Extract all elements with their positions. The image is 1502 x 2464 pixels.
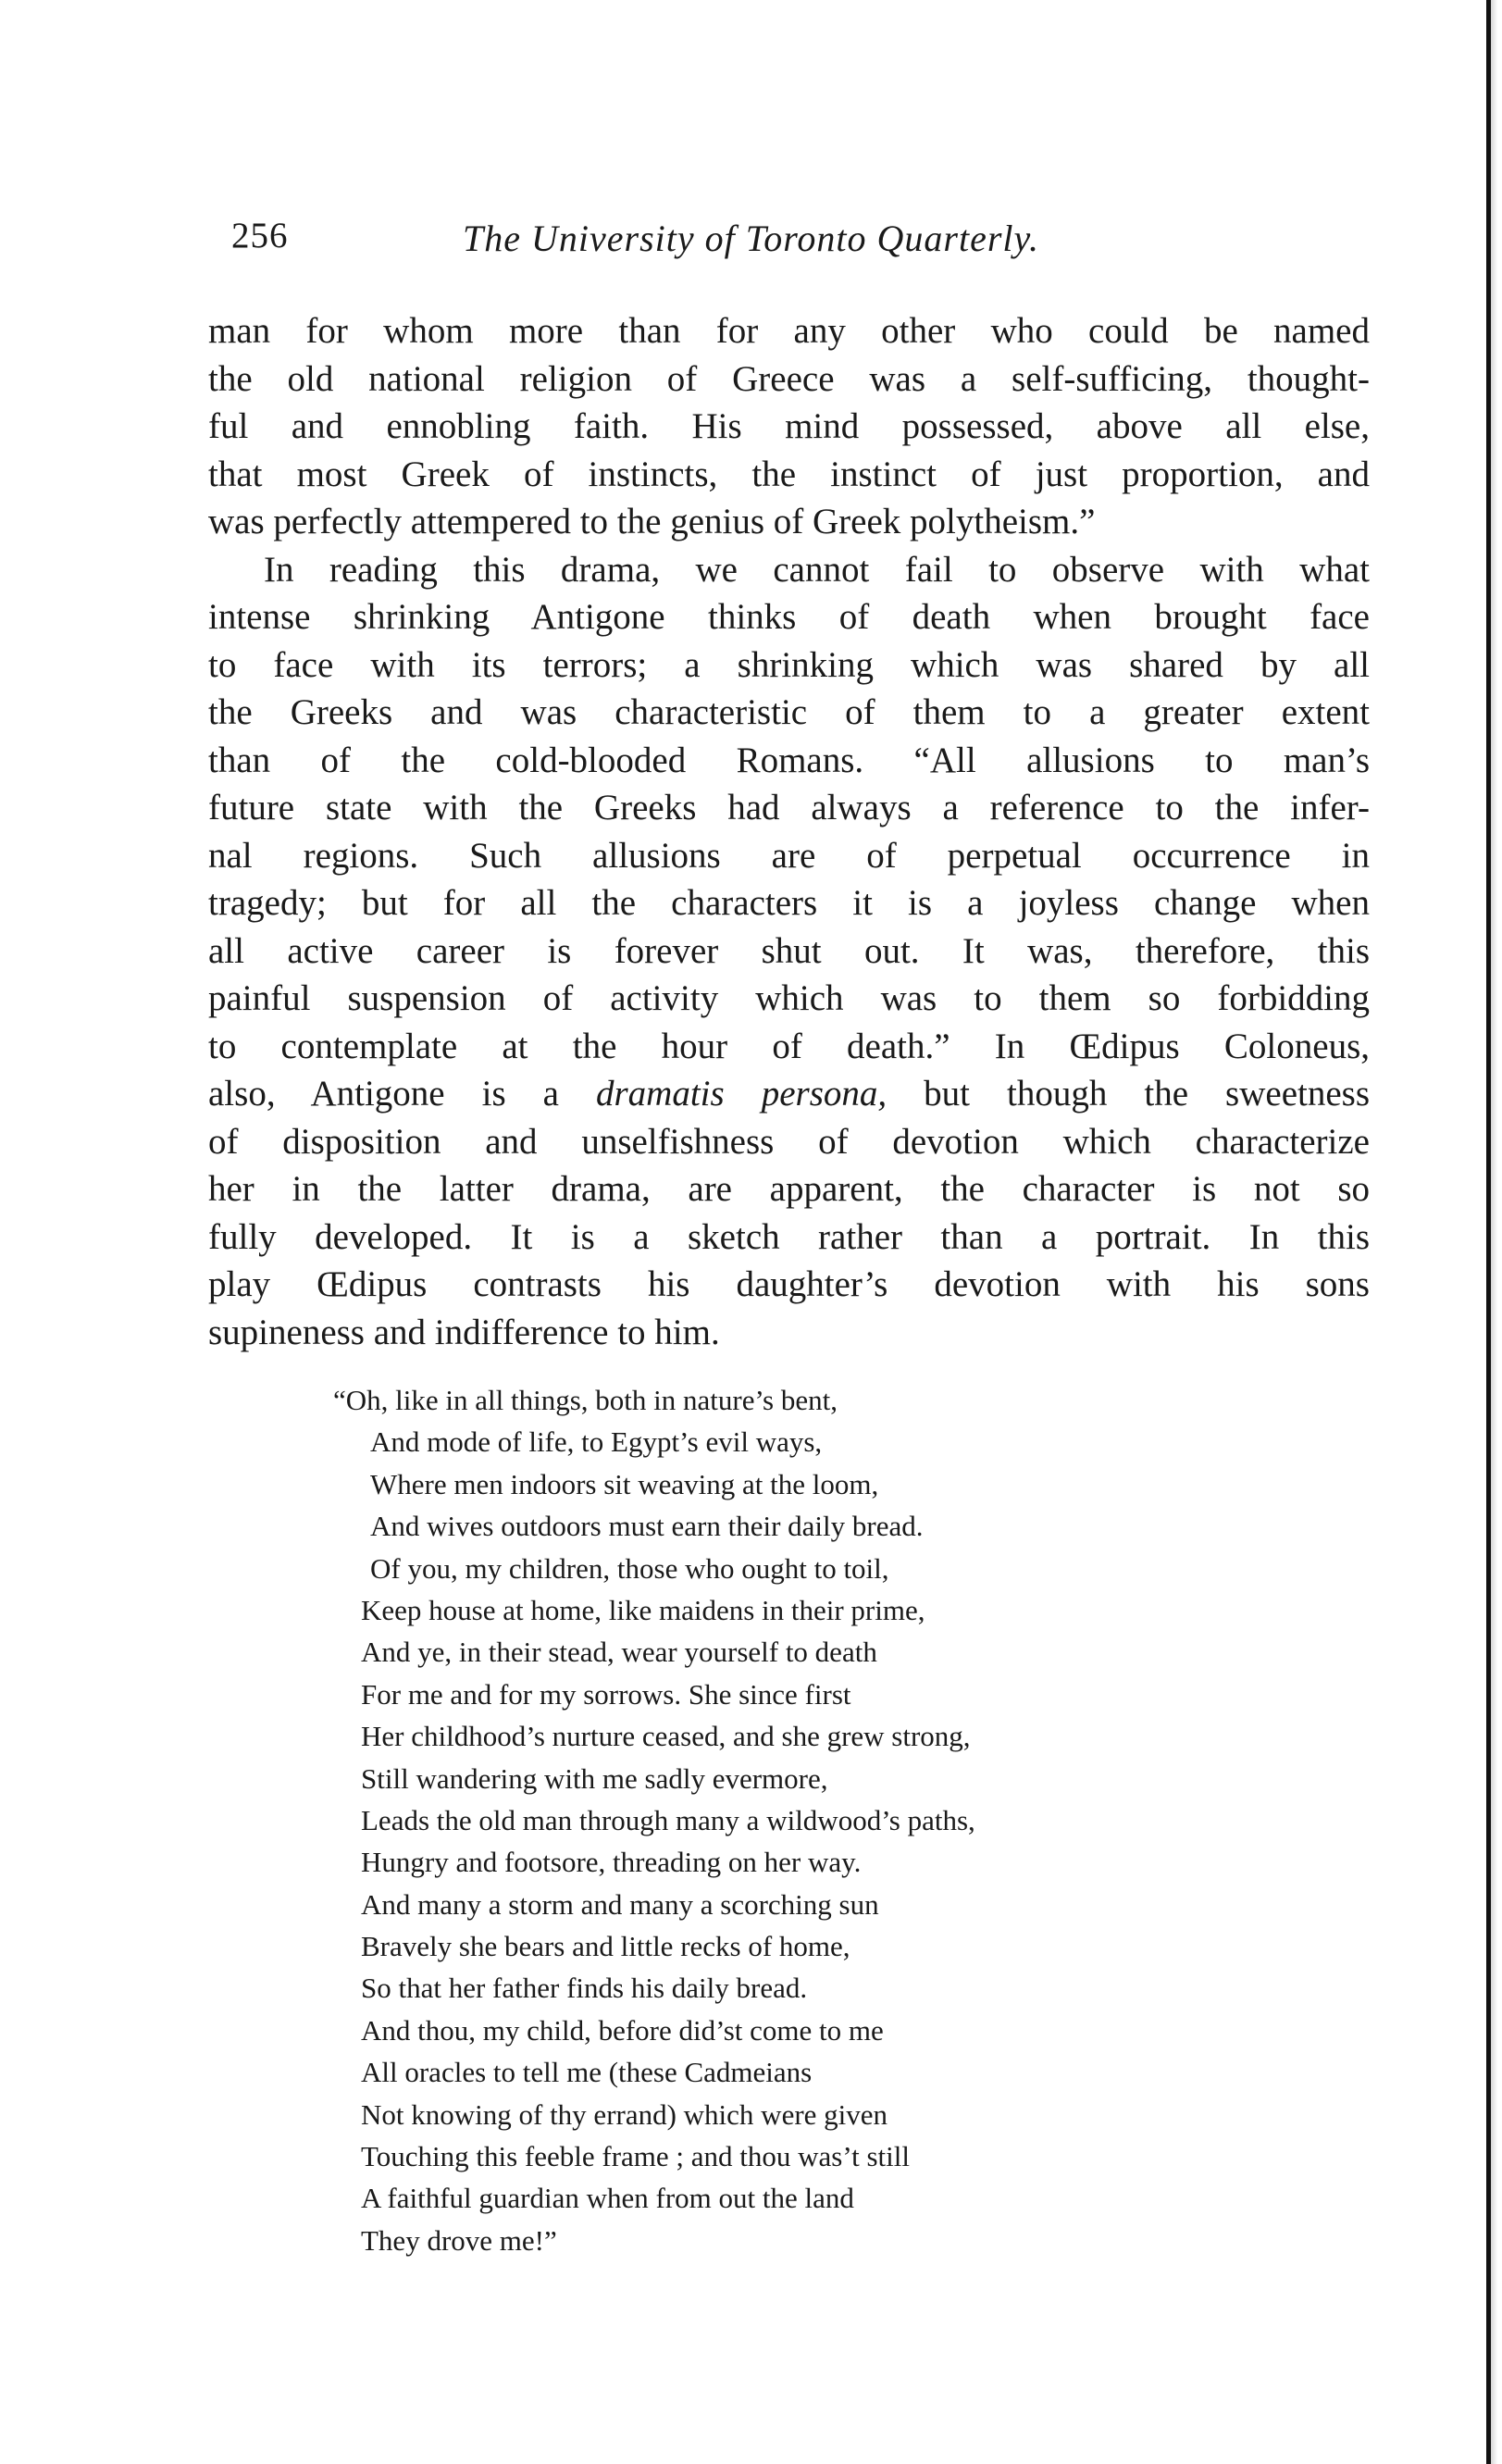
body-line: the Greeks and was characteristic of them to a greater extent [208,692,1370,732]
verse-line: All oracles to tell me (these Cadmeians [361,2056,813,2089]
body-line: that most Greek of instincts, the instinct of just proportion, and [208,454,1370,494]
verse-line: And many a storm and many a scorching sun [361,1887,879,1921]
verse-line: They drove me!” [361,2223,557,2257]
verse-line: Leads the old man through many a wildwood’s paths, [361,1803,975,1836]
verse-line: Her childhood’s nurture ceased, and she grew strong, [361,1720,971,1753]
verse-line: Hungry and footsore, threading on her way. [361,1846,862,1879]
body-line: nal regions. Such allusions are of perpetual occurrence in [208,835,1370,876]
body-line: was perfectly attempered to the genius of Greek polytheism.” [208,502,1096,541]
body-line: to contemplate at the hour of death.” In Œdipus Coloneus, [208,1026,1370,1066]
body-line-with-italic [208,1070,1370,1118]
body-line: tragedy; but for all the characters it is a joyless change when [208,883,1370,923]
body-line: fully developed. It is a sketch rather than a portrait. In this [208,1216,1370,1257]
verse-line: Not knowing of thy errand) which were given [361,2097,888,2131]
body-line: man for whom more than for any other who could be named [208,311,1370,351]
body-line-head: also, Antigone is a [208,1074,596,1114]
verse-line: Where men indoors sit weaving at the loom, [370,1467,879,1500]
verse-line: Bravely she bears and little recks of home, [361,1930,850,1963]
body-line: all active career is forever shut out. It was, therefore, this [208,930,1370,971]
verse-quotation [333,1379,1175,2261]
italic-phrase: dramatis persona, [596,1074,888,1114]
body-line: supineness and indifference to him. [208,1312,720,1352]
book-spine-edge [1486,0,1491,2464]
verse-line: “Oh, like in all things, both in nature’s bent, [333,1384,838,1416]
verse-line: And thou, my child, before did’st come to me [361,2013,884,2047]
verse-line: So that her father finds his daily bread. [361,1972,808,2005]
verse-line: And ye, in their stead, wear yourself to death [361,1636,877,1669]
body-line: future state with the Greeks had always a reference to the infer- [208,788,1370,828]
running-title: The University of Toronto Quarterly. [463,218,1040,259]
verse-line: Touching this feeble frame ; and thou was’t still [361,2140,911,2173]
page-header [231,215,1175,270]
verse-line: Of you, my children, those who ought to toil, [370,1551,889,1585]
body-line: ful and ennobling faith. His mind possessed, above all else, [208,406,1370,446]
body-line: play Œdipus contrasts his daughter’s devotion with his sons [208,1264,1370,1304]
verse-line: And wives outdoors must earn their daily bread. [370,1510,924,1543]
verse-line: A faithful guardian when from out the land [361,2182,854,2215]
body-line-tail: but though the sweetness [887,1074,1371,1114]
verse-line: And mode of life, to Egypt’s evil ways, [370,1425,823,1459]
book-spine-shadow [1491,0,1502,2464]
page-number: 256 [231,216,289,255]
body-line: her in the latter drama, are apparent, the character is not so [208,1169,1370,1209]
verse-line: Keep house at home, like maidens in their prime, [361,1593,925,1626]
verse-line: For me and for my sorrows. She since first [361,1677,851,1711]
body-line: of disposition and unselfishness of devotion which characterize [208,1121,1370,1162]
body-line: the old national religion of Greece was a self-sufficing, thought- [208,358,1370,399]
body-line: than of the cold-blooded Romans. “All allusions to man’s [208,740,1370,780]
verse-line: Still wandering with me sadly evermore, [361,1761,828,1795]
body-line: intense shrinking Antigone thinks of death when brought face [208,597,1370,637]
body-line: to face with its terrors; a shrinking which was shared by all [208,644,1370,685]
body-line: In reading this drama, we cannot fail to observe with what [264,549,1370,590]
body-paragraphs [208,307,1370,1356]
body-line: painful suspension of activity which was to them so forbidding [208,978,1370,1018]
